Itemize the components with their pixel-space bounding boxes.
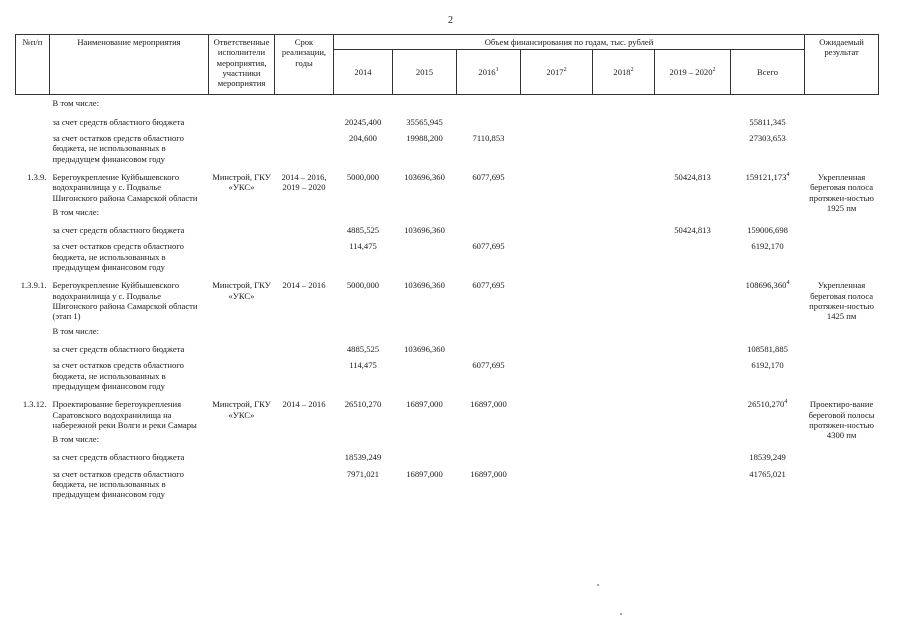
row-value: 108581,885 — [747, 343, 788, 354]
row-value — [334, 322, 393, 336]
row-value: 7110,853 — [472, 132, 505, 143]
row-value: 18539,249 — [749, 452, 786, 463]
row-value — [655, 235, 731, 272]
row-value: 26510,270$^4$ — [747, 399, 788, 410]
row-value — [731, 430, 805, 444]
row-term — [275, 336, 334, 354]
row-value — [393, 203, 457, 217]
row-value — [457, 217, 521, 235]
row-term — [275, 354, 334, 391]
row-term: 2014 – 2016, 2019 – 2020 — [281, 171, 327, 193]
table-row — [16, 235, 879, 272]
table-row — [16, 217, 879, 235]
row-value: 16897,000 — [406, 468, 443, 479]
row-code — [16, 109, 50, 127]
table-row — [16, 109, 879, 127]
row-value: 114,475 — [349, 241, 377, 252]
scan-speck — [597, 584, 599, 586]
row-value — [731, 322, 805, 336]
row-value — [655, 272, 731, 321]
header-year: 2017$^2$ — [521, 50, 593, 95]
table-row — [16, 354, 879, 391]
row-value: 16897,000 — [470, 468, 507, 479]
row-result — [805, 109, 879, 127]
row-code — [16, 217, 50, 235]
row-value — [521, 109, 593, 127]
row-code — [16, 336, 50, 354]
row-term — [275, 127, 334, 164]
row-value — [655, 391, 731, 430]
row-term — [275, 430, 334, 444]
table-row — [16, 444, 879, 462]
row-value: 5000,000 — [346, 171, 380, 182]
scan-speck — [620, 613, 622, 615]
row-value: 114,475 — [349, 360, 377, 371]
table-header — [16, 35, 879, 95]
row-value — [521, 95, 593, 109]
row-result — [805, 95, 879, 109]
row-value — [593, 164, 655, 203]
row-responsible — [209, 354, 275, 391]
row-value — [334, 430, 393, 444]
page-number: 2 — [448, 15, 453, 26]
row-code — [16, 127, 50, 164]
row-value: 108696,360$^4$ — [745, 280, 790, 291]
row-value — [593, 391, 655, 430]
table-body — [16, 95, 879, 500]
row-value — [521, 391, 593, 430]
row-value — [393, 444, 457, 462]
row-value: 50424,813 — [674, 171, 711, 182]
row-value: 6077,695 — [472, 360, 505, 371]
row-value — [655, 463, 731, 500]
row-value — [393, 430, 457, 444]
table-row — [16, 95, 879, 109]
table-row — [16, 322, 879, 336]
footnote-mark: 4 — [786, 172, 790, 179]
row-responsible — [209, 217, 275, 235]
row-value: 103696,360 — [404, 343, 445, 354]
row-name: В том числе: — [52, 325, 99, 336]
row-responsible: Минстрой, ГКУ «УКС» — [212, 399, 271, 420]
row-value — [655, 203, 731, 217]
row-value — [655, 322, 731, 336]
row-value — [393, 354, 457, 391]
financing-table — [15, 34, 879, 500]
row-responsible — [209, 430, 275, 444]
row-value — [521, 322, 593, 336]
table-row — [16, 391, 879, 430]
row-value: 18539,249 — [344, 452, 382, 463]
row-value: 4885,525 — [346, 225, 380, 236]
row-value — [521, 235, 593, 272]
header-funding: Объем финансирования по годам, тыс. рублей — [334, 35, 805, 50]
row-responsible — [209, 322, 275, 336]
row-value — [457, 444, 521, 462]
row-value: 35565,945 — [406, 116, 443, 127]
header-result: Ожидаемый результат — [805, 35, 879, 95]
row-responsible — [209, 203, 275, 217]
row-name: за счет остатков средств областного бюджета, не использованных в предыдущем финансовом году — [52, 468, 184, 500]
row-responsible: Минстрой, ГКУ «УКС» — [212, 280, 271, 301]
row-value — [393, 235, 457, 272]
row-value: 6077,695 — [472, 171, 505, 182]
footnote-mark: 1 — [495, 67, 499, 74]
row-code — [16, 354, 50, 391]
table-row — [16, 430, 879, 444]
row-code — [16, 463, 50, 500]
row-value — [655, 95, 731, 109]
row-name: В том числе: — [52, 434, 99, 445]
row-name: В том числе: — [52, 206, 99, 217]
row-value: 6077,695 — [472, 280, 505, 291]
row-value — [521, 444, 593, 462]
row-value — [731, 203, 805, 217]
row-value — [593, 235, 655, 272]
row-code — [16, 322, 50, 336]
row-value: 204,600 — [349, 132, 377, 143]
row-value — [457, 203, 521, 217]
row-name: за счет остатков средств областного бюджета, не использованных в предыдущем финансовом году — [52, 241, 184, 273]
row-value: 16897,000 — [406, 399, 443, 410]
row-value: 26510,270 — [344, 399, 382, 410]
row-name: за счет средств областного бюджета — [52, 225, 185, 236]
row-value: 41765,021 — [749, 468, 786, 479]
row-term — [275, 109, 334, 127]
row-name: В том числе: — [52, 98, 99, 109]
row-term — [275, 235, 334, 272]
row-value — [593, 322, 655, 336]
row-value — [521, 217, 593, 235]
row-value — [457, 322, 521, 336]
row-value — [521, 430, 593, 444]
row-value — [457, 336, 521, 354]
header-year: 2016$^1$ — [457, 50, 521, 95]
row-value — [593, 336, 655, 354]
row-value — [593, 95, 655, 109]
row-value: 7971,021 — [346, 468, 380, 479]
row-value — [521, 354, 593, 391]
row-name: Берегоукрепление Куйбышевского водохранилища у с. Подвалье Шигонского района Самарской области — [52, 171, 198, 203]
row-code — [16, 203, 50, 217]
row-code: 1.3.12. — [22, 399, 47, 410]
row-value — [593, 203, 655, 217]
row-name: за счет средств областного бюджета — [52, 343, 185, 354]
header-year: 2015 — [393, 50, 457, 95]
row-code — [16, 235, 50, 272]
footnote-mark: 2 — [630, 67, 634, 74]
header-year: Всего — [731, 50, 805, 95]
row-value — [521, 272, 593, 321]
row-value — [521, 203, 593, 217]
row-value — [457, 430, 521, 444]
row-value — [521, 336, 593, 354]
row-value — [593, 217, 655, 235]
row-term: 2014 – 2016 — [282, 280, 326, 291]
row-value — [334, 95, 393, 109]
row-value: 6077,695 — [472, 241, 505, 252]
row-code — [16, 95, 50, 109]
row-term: 2014 – 2016 — [282, 399, 326, 410]
row-value: 103696,360 — [404, 171, 445, 182]
row-value — [655, 430, 731, 444]
row-responsible — [209, 109, 275, 127]
row-responsible — [209, 336, 275, 354]
row-value — [655, 109, 731, 127]
row-value: 55811,345 — [749, 116, 786, 127]
row-value — [521, 463, 593, 500]
header-year: 2019 – 2020$^2$ — [655, 50, 731, 95]
table-row — [16, 164, 879, 203]
row-value — [334, 203, 393, 217]
row-code — [16, 430, 50, 444]
row-value: 19988,200 — [406, 132, 443, 143]
row-term — [275, 203, 334, 217]
row-name: за счет остатков средств областного бюджета, не использованных в предыдущем финансовом году — [52, 360, 184, 391]
row-value — [457, 109, 521, 127]
row-responsible — [209, 463, 275, 500]
row-term — [275, 322, 334, 336]
row-value — [593, 109, 655, 127]
row-responsible — [209, 127, 275, 164]
row-value — [593, 444, 655, 462]
row-value: 16897,000 — [470, 399, 507, 410]
footnote-mark: 2 — [563, 67, 567, 74]
table-row — [16, 463, 879, 500]
row-responsible — [209, 235, 275, 272]
row-value — [457, 95, 521, 109]
header-name: Наименование мероприятия — [50, 35, 209, 95]
row-value — [655, 354, 731, 391]
row-result — [805, 127, 879, 164]
row-responsible — [209, 444, 275, 462]
row-value: 103696,360 — [404, 225, 445, 236]
row-value — [393, 95, 457, 109]
row-name: за счет средств областного бюджета — [52, 116, 185, 127]
table-row — [16, 336, 879, 354]
header-num: №п/п — [16, 35, 50, 95]
row-value — [593, 463, 655, 500]
row-name: Проектирование берегоукрепления Саратовского водохранилища на набережной реки Волги и реки Самары — [52, 399, 197, 430]
header-year: 2014 — [334, 50, 393, 95]
row-value — [593, 127, 655, 164]
row-value: 27303,653 — [749, 132, 786, 143]
row-name: Берегоукрепление Куйбышевского водохранилища у с. Подвалье Шигонского района Самарской области (этап 1) — [52, 280, 198, 322]
table-row — [16, 127, 879, 164]
row-value — [521, 127, 593, 164]
row-result: Укрепленная береговая полоса протяжен-ностью 1425 пм — [809, 280, 874, 322]
row-value: 20245,400 — [344, 116, 382, 127]
row-value — [655, 444, 731, 462]
footnote-mark: 2 — [712, 67, 716, 74]
row-result: Укрепленная береговая полоса протяжен-ностью 1925 пм — [809, 171, 874, 213]
row-code — [16, 444, 50, 462]
row-responsible: Минстрой, ГКУ «УКС» — [212, 171, 271, 193]
table-row — [16, 203, 879, 217]
row-name: за счет средств областного бюджета — [52, 452, 185, 463]
row-value: 4885,525 — [346, 343, 380, 354]
row-name: за счет остатков средств областного бюджета, не использованных в предыдущем финансовом году — [52, 132, 184, 164]
row-responsible — [209, 95, 275, 109]
row-value: 103696,360 — [404, 280, 445, 291]
row-term — [275, 444, 334, 462]
row-value — [593, 272, 655, 321]
header-term: Срок реализации, годы — [275, 35, 334, 95]
footnote-mark: 4 — [784, 399, 788, 406]
footnote-mark: 4 — [786, 280, 790, 287]
row-value: 6192,170 — [751, 360, 784, 371]
row-code: 1.3.9.1. — [20, 280, 47, 291]
table-row — [16, 272, 879, 321]
row-term — [275, 95, 334, 109]
header-responsible: Ответственные исполнители мероприятия, участники мероприятия — [209, 35, 275, 95]
row-term — [275, 463, 334, 500]
row-value: 159121,173$^4$ — [745, 171, 790, 182]
row-value — [593, 430, 655, 444]
row-value — [521, 164, 593, 203]
row-value: 5000,000 — [346, 280, 380, 291]
row-value — [593, 354, 655, 391]
row-result: Проектиро-вание береговой полосы протяжен-ностью 4300 пм — [808, 399, 875, 441]
row-value — [731, 95, 805, 109]
row-value — [393, 322, 457, 336]
row-term — [275, 217, 334, 235]
row-value: 159006,698 — [747, 225, 788, 236]
row-value — [655, 336, 731, 354]
row-code: 1.3.9. — [27, 171, 47, 182]
row-value: 50424,813 — [674, 225, 711, 236]
header-year: 2018$^2$ — [593, 50, 655, 95]
row-value: 6192,170 — [751, 241, 784, 252]
row-value — [655, 127, 731, 164]
